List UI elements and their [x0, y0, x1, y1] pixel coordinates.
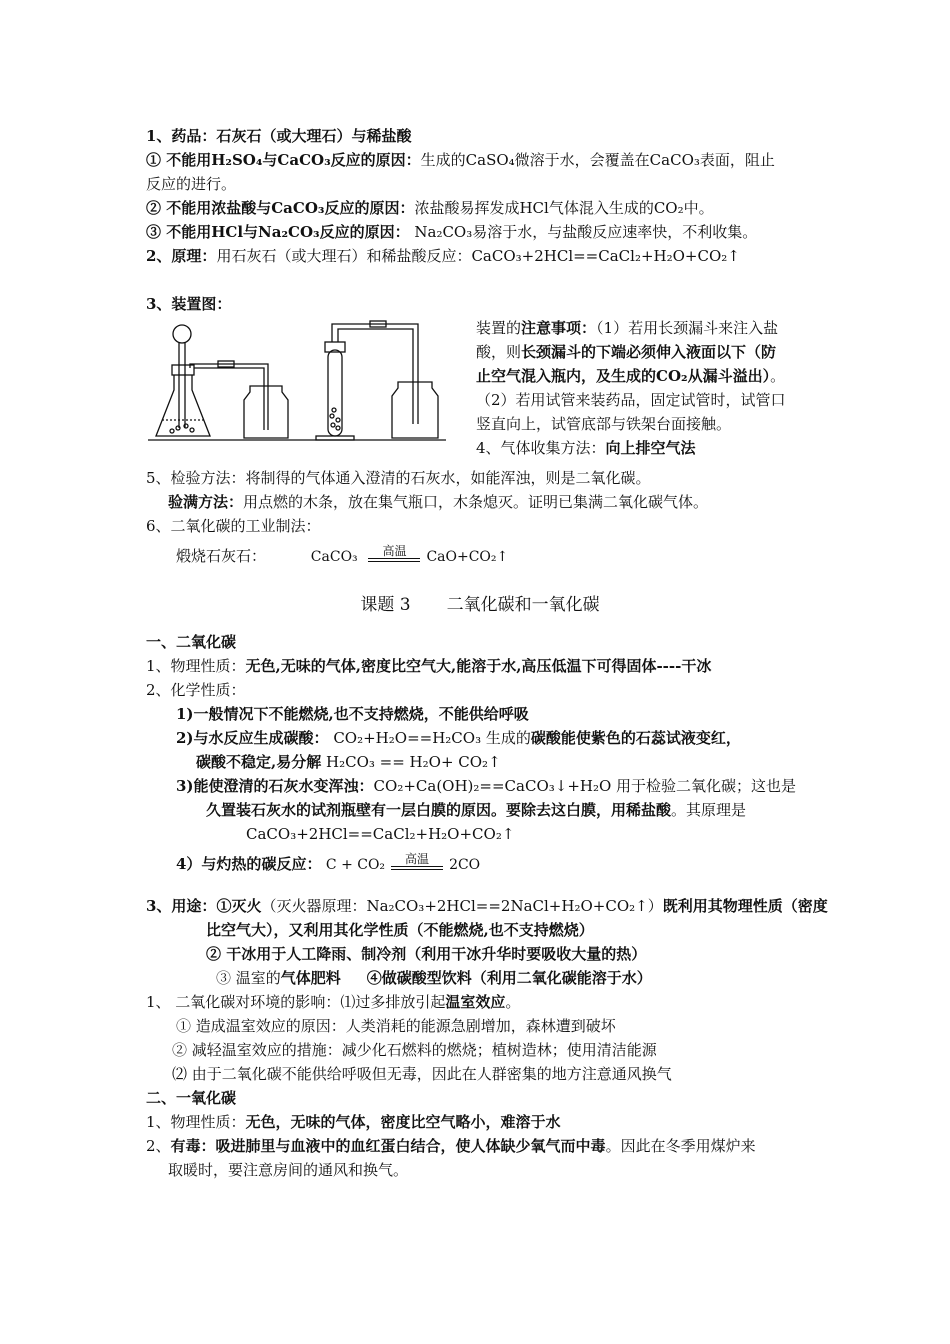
- co2-uses-3-4: ③ 温室的气体肥料 ④做碳酸型饮料（利用二氧化碳能溶于水）: [216, 969, 652, 987]
- full-check-method: 验满方法：用点燃的木条，放在集气瓶口，木条熄灭。证明已集满二氧化碳气体。: [168, 493, 709, 511]
- co2-chemical-heading: 2、化学性质：: [146, 681, 246, 699]
- reason-h2so4-cont: 反应的进行。: [146, 175, 237, 193]
- apparatus-section: [146, 316, 814, 466]
- reason-h2so4: ① 不能用H₂SO₄与CaCO₃反应的原因：生成的CaSO₄微溶于水，会覆盖在CaCO₃表面，阻止: [146, 151, 775, 169]
- co2-chem-4: 4）与灼热的碳反应： C + CO₂ 高温 2CO: [176, 851, 481, 873]
- co2-chem-3b: 久置装石灰水的试剂瓶壁有一层白膜的原因。要除去这白膜，用稀盐酸。其原理是: [206, 801, 747, 819]
- calcination-line: 煅烧石灰石： CaCO₃ 高温 CaO+CO₂↑: [176, 543, 509, 565]
- co-physical: 1、物理性质：无色，无味的气体，密度比空气略小，难溶于水: [146, 1113, 561, 1131]
- section-co2-heading: 一、二氧化碳: [146, 633, 237, 651]
- gas-jar-icon: [244, 386, 288, 438]
- delivery-tube: [190, 364, 268, 430]
- reason-na2co3: ③ 不能用HCl与Na₂CO₃反应的原因： Na₂CO₃易溶于水，与盐酸反应速率快，不利收集。: [146, 223, 758, 241]
- long-neck-funnel-icon: [173, 325, 191, 428]
- reason-conc-hcl: ② 不能用浓盐酸与CaCO₃反应的原因：浓盐酸易挥发成HCl气体混入生成的CO₂中。: [146, 199, 714, 217]
- test-method: 5、检验方法：将制得的气体通入澄清的石灰水，如能浑浊，则是二氧化碳。: [146, 469, 651, 487]
- co2-physical: 1、物理性质：无色,无味的气体,密度比空气大,能溶于水,高压低温下可得固体----干冰: [146, 657, 712, 675]
- co-toxic-cont: 取暖时，要注意房间的通风和换气。: [168, 1161, 409, 1179]
- apparatus-notes: 装置的注意事项：（1）若用长颈漏斗来注入盐 酸，则长颈漏斗的下端必须伸入液面以下（防 止空气混入瓶内，及生成的CO₂从漏斗溢出）。 （2）若用试管来装药品，固定试管时，试管口 竖直向上，试管底部与铁架台面接触。 4、气体收集方法：向上排空气法: [476, 316, 816, 460]
- document-page: [146, 124, 828, 1182]
- delivery-tube-2: [332, 324, 418, 424]
- section-co-heading: 二、一氧化碳: [146, 1089, 237, 1107]
- high-temp-equals-2: 高温: [391, 853, 443, 870]
- collection-method: 4、气体收集方法：向上排空气法: [476, 439, 696, 457]
- greenhouse-measures: ② 减轻温室效应的措施：减少化石燃料的燃烧；植树造林；使用清洁能源: [172, 1041, 657, 1059]
- conical-flask-icon: [156, 365, 210, 436]
- co2-chem-1: 1)一般情况下不能燃烧,也不支持燃烧，不能供给呼吸: [176, 705, 529, 723]
- ventilation-note: ⑵ 由于二氧化碳不能供给呼吸但无毒，因此在人群密集的地方注意通风换气: [172, 1065, 672, 1083]
- co-toxic: 2、有毒：吸进肺里与血液中的血红蛋白结合，使人体缺少氧气而中毒。因此在冬季用煤炉来: [146, 1137, 756, 1155]
- co2-chem-3c: CaCO₃+2HCl==CaCl₂+H₂O+CO₂↑: [246, 825, 515, 843]
- co2-environment: 1、 二氧化碳对环境的影响：⑴过多排放引起温室效应。: [146, 993, 521, 1011]
- lesson-title: 课题 3 二氧化碳和一氧化碳: [360, 595, 600, 615]
- drugs-line: 1、药品：石灰石（或大理石）与稀盐酸: [146, 127, 412, 145]
- apparatus-diagram: [148, 320, 448, 450]
- high-temp-equals: 高温: [368, 545, 420, 562]
- industrial-method: 6、二氧化碳的工业制法：: [146, 517, 321, 535]
- co2-uses: 3、用途：①灭火（灭火器原理：Na₂CO₃+2HCl==2NaCl+H₂O+CO₂↑）既利用其物理性质（密度: [146, 897, 828, 915]
- gas-jar-icon-2: [392, 382, 438, 438]
- co2-uses-cont: 比空气大），又利用其化学性质（不能燃烧,也不支持燃烧）: [206, 921, 594, 939]
- co2-uses-2: ② 干冰用于人工降雨、制冷剂（利用干冰升华时要吸收大量的热）: [206, 945, 647, 963]
- co2-chem-3: 3)能使澄清的石灰水变浑浊：CO₂+Ca(OH)₂==CaCO₃↓+H₂O 用于检验二氧化碳；这也是: [176, 777, 797, 795]
- greenhouse-cause: ① 造成温室效应的原因：人类消耗的能源急剧增加，森林遭到破坏: [176, 1017, 616, 1035]
- co2-chem-2: 2)与水反应生成碳酸： CO₂+H₂O==H₂CO₃ 生成的碳酸能使紫色的石蕊试液变红，: [176, 729, 741, 747]
- principle-line: 2、原理：用石灰石（或大理石）和稀盐酸反应：CaCO₃+2HCl==CaCl₂+H₂O+CO₂↑: [146, 247, 740, 265]
- apparatus-heading: 3、装置图：: [146, 295, 232, 313]
- co2-chem-2b: 碳酸不稳定,易分解 H₂CO₃ == H₂O+ CO₂↑: [196, 753, 501, 771]
- test-tube-icon: [316, 342, 354, 440]
